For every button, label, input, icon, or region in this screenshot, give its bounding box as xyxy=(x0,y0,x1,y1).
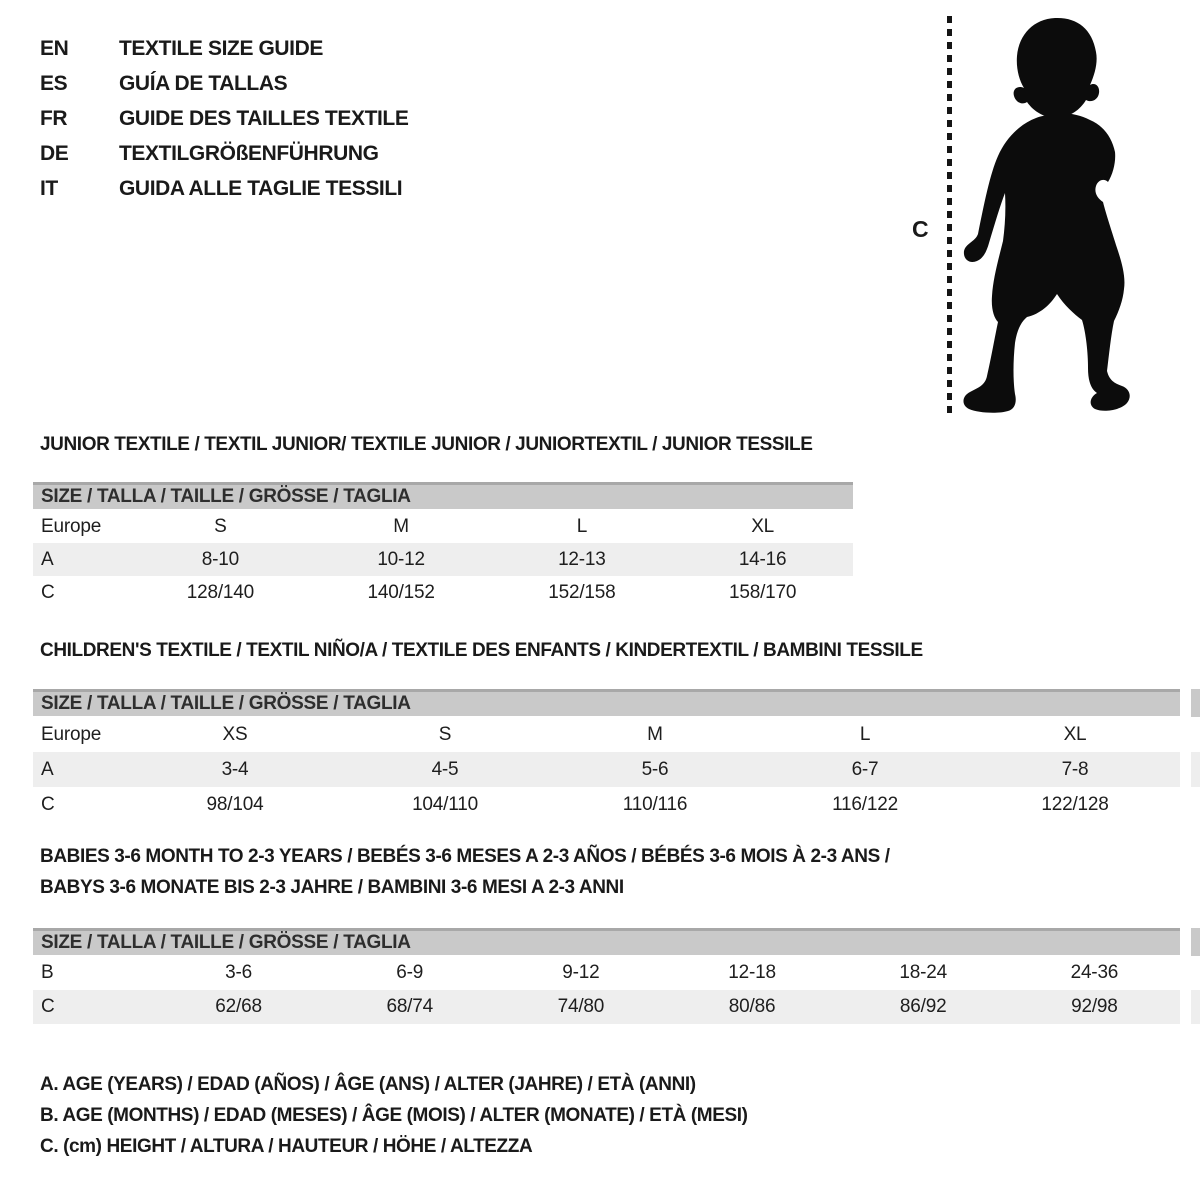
junior-size-header: SIZE / TALLA / TAILLE / GRÖSSE / TAGLIA xyxy=(33,482,853,509)
size-cell: XL xyxy=(1063,723,1087,745)
children-size-table xyxy=(33,717,1180,822)
footnote-b: B. AGE (MONTHS) / EDAD (MESES) / ÂGE (MOIS) / ALTER (MONATE) / ETÀ (MESI) xyxy=(40,1105,748,1126)
size-cell: 10-12 xyxy=(377,548,425,570)
size-cell: 98/104 xyxy=(206,793,264,815)
language-row-fr xyxy=(40,101,408,136)
size-cell: M xyxy=(647,723,663,745)
language-code: DE xyxy=(40,142,69,165)
junior-section-heading: JUNIOR TEXTILE / TEXTIL JUNIOR/ TEXTILE JUNIOR / JUNIORTEXTIL / JUNIOR TESSILE xyxy=(40,434,813,455)
table-row xyxy=(33,956,1180,990)
babies-size-header: SIZE / TALLA / TAILLE / GRÖSSE / TAGLIA xyxy=(33,928,1180,955)
language-code: FR xyxy=(40,107,68,130)
size-cell: 104/110 xyxy=(412,793,478,815)
table-row xyxy=(33,543,853,576)
language-title: GUIDA ALLE TAGLIE TESSILI xyxy=(119,177,403,200)
language-code: ES xyxy=(40,72,68,95)
children-size-header: SIZE / TALLA / TAILLE / GRÖSSE / TAGLIA xyxy=(33,689,1180,716)
size-cell: 3-6 xyxy=(225,962,253,983)
size-cell: 122/128 xyxy=(1041,793,1109,815)
table-row xyxy=(33,752,1180,787)
language-row-es xyxy=(40,66,408,101)
children-section-heading: CHILDREN'S TEXTILE / TEXTIL NIÑO/A / TEXTILE DES ENFANTS / KINDERTEXTIL / BAMBINI TESSILE xyxy=(40,640,923,661)
babies-size-table xyxy=(33,956,1180,1024)
size-cell: 18-24 xyxy=(899,962,947,983)
table-row xyxy=(33,787,1180,822)
size-cell: L xyxy=(859,723,871,745)
size-cell: 6-9 xyxy=(396,962,424,983)
footnote-c: C. (cm) HEIGHT / ALTURA / HAUTEUR / HÖHE / ALTEZZA xyxy=(40,1136,533,1157)
size-cell: 140/152 xyxy=(367,581,435,603)
size-cell: 74/80 xyxy=(557,996,605,1017)
right-edge-artifact xyxy=(1191,752,1200,787)
babies-heading-line2: BABYS 3-6 MONATE BIS 2-3 JAHRE / BAMBINI 3-6 MESI A 2-3 ANNI xyxy=(40,877,624,898)
height-measure-dashed-line xyxy=(947,16,952,418)
junior-size-table xyxy=(33,510,853,609)
size-cell: 24-36 xyxy=(1070,962,1119,983)
right-edge-artifact xyxy=(1191,928,1200,956)
table-row xyxy=(33,510,853,543)
size-cell: S xyxy=(214,515,227,537)
size-cell: 4-5 xyxy=(431,758,459,780)
table-row xyxy=(33,990,1180,1024)
babies-heading-line1: BABIES 3-6 MONTH TO 2-3 YEARS / BEBÉS 3-6 MESES A 2-3 AÑOS / BÉBÉS 3-6 MOIS À 2-3 ANS / xyxy=(40,846,890,867)
language-row-en xyxy=(40,31,408,66)
size-cell: 12-13 xyxy=(558,548,606,570)
row-label: A xyxy=(41,548,54,570)
footnote-a: A. AGE (YEARS) / EDAD (AÑOS) / ÂGE (ANS) / ALTER (JAHRE) / ETÀ (ANNI) xyxy=(40,1074,696,1095)
size-cell: 12-18 xyxy=(728,962,776,983)
size-cell: 62/68 xyxy=(215,996,262,1017)
row-label: Europe xyxy=(41,515,102,537)
size-cell: S xyxy=(438,723,452,745)
table-row xyxy=(33,576,853,609)
size-cell: 116/122 xyxy=(832,793,898,815)
size-cell: 3-4 xyxy=(221,758,249,780)
row-label: B xyxy=(41,962,54,983)
babies-section-heading xyxy=(40,841,890,903)
language-title: TEXTILE SIZE GUIDE xyxy=(119,37,323,60)
size-cell: M xyxy=(393,515,409,537)
toddler-silhouette-image xyxy=(960,12,1146,418)
right-edge-artifact xyxy=(1191,990,1200,1024)
row-label: C xyxy=(41,996,55,1017)
language-title: GUÍA DE TALLAS xyxy=(119,72,288,95)
right-edge-artifact xyxy=(1191,689,1200,717)
language-code: IT xyxy=(40,177,58,200)
language-title: GUIDE DES TAILLES TEXTILE xyxy=(119,107,409,130)
size-cell: 86/92 xyxy=(899,996,947,1017)
size-cell: 92/98 xyxy=(1071,996,1118,1017)
size-cell: 8-10 xyxy=(201,548,239,570)
size-cell: L xyxy=(576,515,588,537)
row-label: Europe xyxy=(41,723,102,745)
size-cell: 5-6 xyxy=(641,758,669,780)
size-cell: 158/170 xyxy=(728,581,797,603)
size-cell: 128/140 xyxy=(186,581,255,603)
language-row-de xyxy=(40,136,408,171)
size-cell: 80/86 xyxy=(728,996,776,1017)
size-cell: XS xyxy=(222,723,248,745)
size-cell: 152/158 xyxy=(548,581,616,603)
footnote-legend xyxy=(40,1069,748,1162)
language-list xyxy=(40,31,408,206)
language-title: TEXTILGRÖßENFÜHRUNG xyxy=(119,142,379,165)
row-label: C xyxy=(41,793,55,815)
size-cell: 6-7 xyxy=(851,758,879,780)
size-cell: 9-12 xyxy=(562,962,600,983)
size-cell: 7-8 xyxy=(1061,758,1089,780)
size-cell: 68/74 xyxy=(386,996,433,1017)
size-cell: XL xyxy=(751,515,775,537)
size-cell: 110/116 xyxy=(622,793,688,815)
table-row xyxy=(33,717,1180,752)
language-code: EN xyxy=(40,37,69,60)
size-cell: 14-16 xyxy=(738,548,787,570)
row-label: A xyxy=(41,758,54,780)
row-label: C xyxy=(41,581,55,603)
language-row-it xyxy=(40,171,408,206)
height-measure-label: C xyxy=(912,216,929,242)
